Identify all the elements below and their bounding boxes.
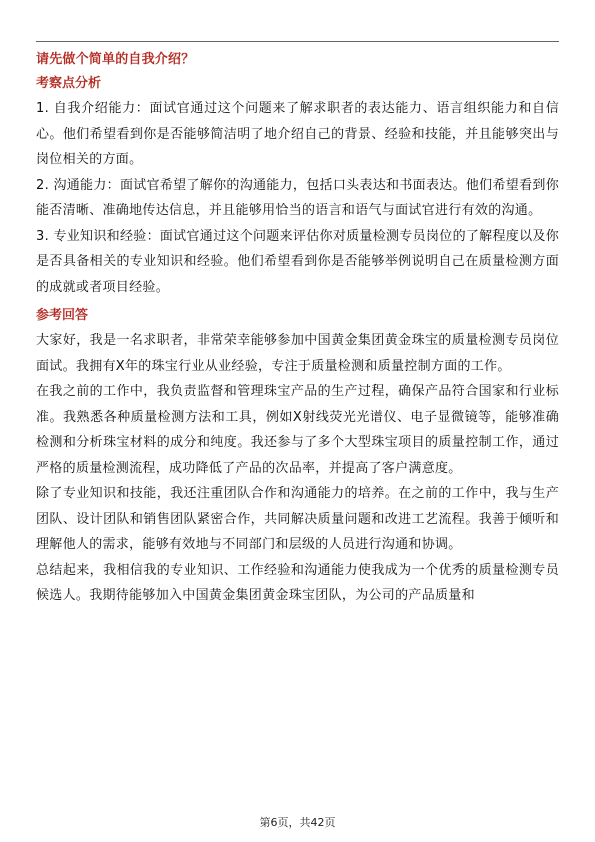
answer-paragraph-3: 除了专业知识和技能，我还注重团队合作和沟通能力的培养。在之前的工作中，我与生产团队、设计团队和销售团队紧密合作，共同解决质量问题和改进工艺流程。我善于倾听和理解他人的需求，能够有效地与不同部门和层级的人员进行沟通和协调。 bbox=[36, 486, 559, 552]
analysis-item-1: 1. 自我介绍能力：面试官通过这个问题来了解求职者的表达能力、语言组织能力和自信心。他们希望看到你是否能够简洁明了地介绍自己的背景、经验和技能，并且能够突出与岗位相关的方面。 bbox=[36, 101, 559, 167]
analysis-heading: 考察点分析 bbox=[36, 76, 102, 91]
analysis-list bbox=[36, 96, 559, 300]
answer-body bbox=[36, 328, 559, 609]
page-number: 第6页，共42页 bbox=[259, 816, 336, 829]
answer-paragraph-1: 大家好，我是一名求职者，非常荣幸能够参加中国黄金集团黄金珠宝的质量检测专员岗位面试。我拥有X年的珠宝行业从业经验，专注于质量检测和质量控制方面的工作。 bbox=[36, 333, 559, 374]
answer-paragraph-2: 在我之前的工作中，我负责监督和管理珠宝产品的生产过程，确保产品符合国家和行业标准。我熟悉各种质量检测方法和工具，例如X射线荧光光谱仪、电子显微镜等，能够准确检测和分析珠宝材料的成分和纯度。我还参与了多个大型珠宝项目的质量控制工作，通过严格的质量检测流程，成功降低了产品的次品率，并提高了客户满意度。 bbox=[36, 384, 559, 476]
answer-paragraph-4: 总结起来，我相信我的专业知识、工作经验和沟通能力使我成为一个优秀的质量检测专员候选人。我期待能够加入中国黄金集团黄金珠宝团队，为公司的产品质量和 bbox=[36, 562, 559, 603]
page-content bbox=[36, 48, 559, 609]
analysis-item-3: 3. 专业知识和经验：面试官通过这个问题来评估你对质量检测专员岗位的了解程度以及你是否具备相关的专业知识和经验。他们希望看到你是否能够举例说明自己在质量检测方面的成就或者项目经验。 bbox=[36, 228, 559, 295]
analysis-item-2: 2. 沟通能力：面试官希望了解你的沟通能力，包括口头表达和书面表达。他们希望看到你能否清晰、准确地传达信息，并且能够用恰当的语言和语气与面试官进行有效的沟通。 bbox=[36, 177, 559, 218]
answer-heading: 参考回答 bbox=[36, 308, 89, 323]
question-title: 请先做个简单的自我介绍？ bbox=[36, 52, 195, 67]
header-rule bbox=[36, 41, 559, 42]
